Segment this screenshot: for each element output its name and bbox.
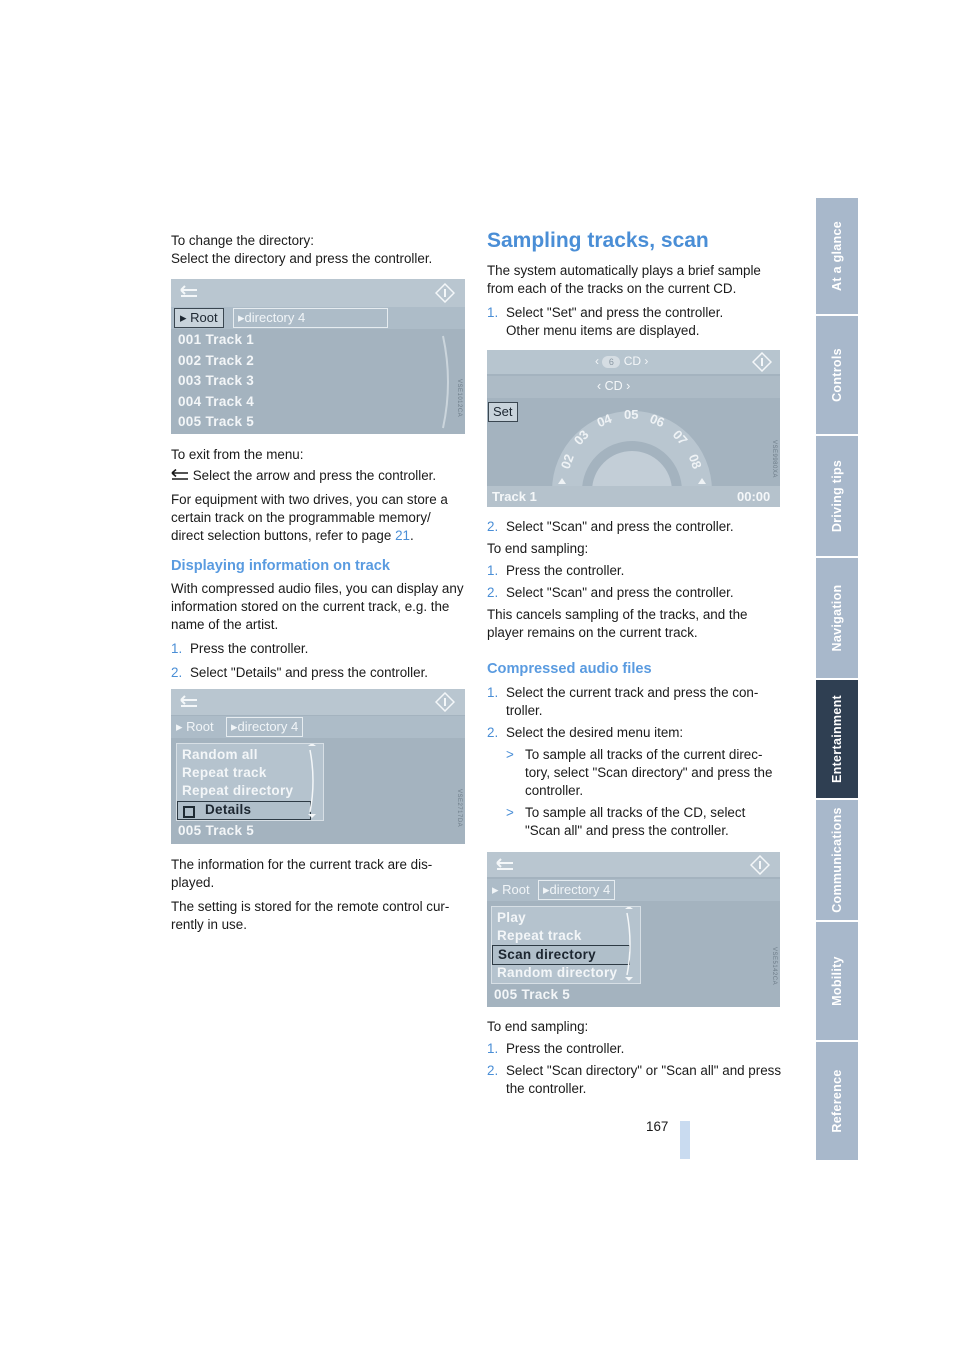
bullet-marker: > — [506, 747, 514, 762]
crumb-directory[interactable]: ▸directory 4 — [538, 880, 615, 900]
intro-text: The system automatically plays a brief sample from each of the tracks on the current CD. — [487, 263, 761, 296]
image-code: VSE5142CA — [771, 947, 777, 986]
menu-item[interactable]: Random directory — [497, 965, 618, 980]
compressed-steps — [487, 684, 783, 840]
subheading: Compressed audio files — [487, 661, 652, 677]
crumb-root-label: Root — [186, 719, 214, 734]
step-text: Select "Set" and press the controller. — [506, 305, 724, 320]
back-arrow-icon — [179, 695, 199, 709]
screen-scan-directory — [487, 852, 780, 1007]
step-num: 2. — [171, 665, 183, 680]
crumb-root[interactable]: ▸ Root — [176, 719, 214, 734]
step-text: Select the desired menu item: — [506, 725, 684, 740]
menu-item-selected[interactable] — [492, 945, 630, 965]
screen-header — [171, 689, 465, 715]
step — [487, 1062, 783, 1098]
popup-menu — [176, 743, 324, 821]
cd-label: CD — [604, 379, 623, 393]
set-button[interactable]: Set — [488, 402, 518, 422]
cd-selector[interactable]: ‹ CD › — [597, 379, 631, 393]
after-text-1: The information for the current track are dis-played. — [171, 857, 433, 890]
step — [487, 1040, 783, 1058]
menu-item-selected[interactable] — [177, 801, 311, 820]
image-code: VSE9980XA — [771, 440, 777, 478]
page-number: 167 — [646, 1119, 669, 1134]
step-text: Press the controller. — [506, 563, 625, 578]
step-num: 2. — [487, 725, 499, 740]
track-row[interactable]: 001 Track 1 — [178, 332, 255, 347]
tab-at-a-glance[interactable] — [816, 198, 858, 316]
screen-details — [171, 689, 465, 844]
crumb-root-label: Root — [502, 882, 530, 897]
section-text: With compressed audio files, you can display any information stored on the current track, e.g. the name of the artist. — [171, 581, 464, 632]
menu-scrollbar[interactable] — [305, 744, 319, 818]
bullet-text: To sample all tracks of the current direc-tory, select "Scan directory" and press the controller. — [525, 747, 773, 798]
step-text: Select "Scan" and press the controller. — [506, 519, 734, 534]
right-middle — [487, 518, 783, 642]
dial-track[interactable]: 03 — [570, 427, 592, 448]
bullet-list — [487, 746, 783, 840]
right-intro — [487, 262, 783, 340]
step-text: Select "Scan directory" or "Scan all" and press the controller. — [506, 1063, 782, 1096]
tab-label: Entertainment — [830, 695, 844, 783]
back-arrow-icon — [495, 858, 515, 872]
step-num: 1. — [487, 685, 499, 700]
tab-label: Communications — [830, 807, 844, 913]
back-arrow-icon — [179, 285, 199, 299]
menu-item[interactable]: Random all — [182, 747, 258, 762]
screen-scan-dial — [487, 350, 780, 507]
end-title: To end sampling: — [487, 541, 589, 556]
tab-driving-tips[interactable] — [816, 436, 858, 558]
equip-text: For equipment with two drives, you can store a certain track on the programmable memory/ direct selection buttons, refer to page — [171, 492, 448, 543]
page-marker — [680, 1121, 690, 1159]
section-body — [171, 580, 466, 682]
dial-track[interactable]: 05 — [624, 407, 639, 422]
controller-icon — [435, 283, 455, 303]
after-text-2: The setting is stored for the remote control cur-rently in use. — [171, 899, 450, 932]
step-text: Select "Details" and press the controller. — [190, 665, 429, 680]
dial-track[interactable]: 04 — [594, 410, 614, 431]
exit-title: To exit from the menu: — [171, 447, 304, 462]
source-selector[interactable]: ‹ 6 CD › — [595, 354, 649, 368]
equip-end: . — [409, 528, 414, 543]
exit-text: Select the arrow and press the controller. — [192, 468, 437, 483]
left-intro — [171, 232, 466, 268]
crumb-directory[interactable]: ▸directory 4 — [233, 308, 388, 328]
step-sub: Other menu items are displayed. — [506, 323, 700, 338]
tab-communications[interactable] — [816, 800, 858, 922]
step-num: 2. — [487, 1063, 499, 1078]
after-details — [171, 856, 466, 934]
step — [487, 304, 783, 340]
tab-reference[interactable] — [816, 1042, 858, 1162]
track-row[interactable]: 003 Track 3 — [178, 373, 255, 388]
tab-mobility[interactable] — [816, 922, 858, 1042]
subheader — [487, 376, 780, 398]
tab-label: At a glance — [830, 221, 844, 291]
dial-track[interactable]: 08 — [685, 452, 705, 471]
step-text: Select "Scan" and press the controller. — [506, 585, 734, 600]
cancel-text: This cancels sampling of the tracks, and the player remains on the current track. — [487, 607, 748, 640]
source-label: CD — [623, 354, 642, 368]
step-num: 1. — [487, 1041, 499, 1056]
tab-entertainment[interactable] — [816, 680, 858, 800]
dial-track[interactable]: 02 — [557, 452, 577, 471]
crumb-root[interactable]: ▸ Root — [492, 882, 530, 897]
section-heading: Displaying information on track — [171, 558, 390, 574]
section-title: Sampling tracks, scan — [487, 229, 709, 252]
step-text: Select the current track and press the con-troller. — [506, 685, 759, 718]
scroll-arc — [441, 334, 455, 430]
step-text: Press the controller. — [190, 641, 309, 656]
image-code: VSE2717DA — [456, 789, 462, 828]
crumb-root-label: Root — [190, 310, 218, 325]
current-track: 005 Track 5 — [178, 823, 255, 838]
track-label: Track 1 — [492, 489, 537, 504]
exit-block — [171, 446, 466, 545]
breadcrumb — [487, 879, 780, 901]
crumb-directory-label: directory 4 — [244, 310, 306, 325]
menu-item[interactable]: Repeat track — [182, 765, 267, 780]
time-label: 00:00 — [737, 489, 771, 504]
tab-label: Controls — [830, 348, 844, 402]
dial-track[interactable]: 06 — [647, 410, 667, 431]
track-row[interactable]: 005 Track 5 — [178, 414, 255, 429]
crumb-directory[interactable]: ▸directory 4 — [226, 717, 303, 737]
back-arrow-icon — [171, 469, 189, 481]
intro-line-2: Select the directory and press the controller. — [171, 251, 433, 266]
step-num: 2. — [487, 519, 499, 534]
screen-directory — [171, 279, 465, 434]
popup-menu — [491, 906, 641, 984]
intro-line-1: To change the directory: — [171, 233, 314, 248]
breadcrumb — [171, 307, 465, 329]
tab-label: Reference — [830, 1069, 844, 1133]
tab-controls[interactable] — [816, 316, 858, 436]
step-num: 2. — [487, 585, 499, 600]
track-row[interactable]: 002 Track 2 — [178, 353, 255, 368]
step-num: 1. — [487, 563, 499, 578]
step — [171, 640, 466, 658]
screen-header — [487, 852, 780, 877]
step — [487, 684, 783, 720]
controller-icon — [435, 692, 455, 712]
step — [487, 584, 783, 602]
tab-navigation[interactable] — [816, 558, 858, 680]
status-bar — [487, 486, 780, 507]
current-track: 005 Track 5 — [494, 987, 571, 1002]
menu-item[interactable]: Repeat directory — [182, 783, 294, 798]
bullet-item — [506, 804, 783, 840]
tab-label: Navigation — [830, 584, 844, 652]
controller-icon — [750, 855, 770, 875]
menu-item-label: Scan directory — [498, 947, 596, 962]
controller-icon — [752, 352, 772, 372]
checkbox-icon[interactable] — [183, 806, 195, 818]
step — [487, 724, 783, 742]
bullet-item — [506, 746, 783, 800]
end2-block — [487, 1018, 783, 1098]
menu-item[interactable]: Repeat track — [497, 928, 582, 943]
crumb-directory-label: directory 4 — [549, 882, 611, 897]
step-num: 1. — [487, 305, 499, 320]
crumb-directory-label: directory 4 — [237, 719, 299, 734]
disc-number: 6 — [602, 356, 620, 368]
menu-scrollbar[interactable] — [622, 907, 636, 981]
dial-track[interactable]: 07 — [669, 427, 691, 448]
step — [171, 664, 466, 682]
screen-header — [487, 350, 780, 374]
image-code: VSE1012CA — [456, 379, 462, 418]
menu-item[interactable]: Play — [497, 910, 526, 925]
bullet-text: To sample all tracks of the CD, select "Scan all" and press the controller. — [525, 805, 746, 838]
step — [487, 518, 783, 536]
end-title: To end sampling: — [487, 1019, 589, 1034]
tab-label: Driving tips — [830, 459, 844, 533]
step-num: 1. — [171, 641, 183, 656]
menu-item-label: Details — [205, 802, 252, 817]
tab-label: Mobility — [830, 956, 844, 1006]
breadcrumb — [171, 716, 465, 738]
sidebar-tabs — [816, 198, 858, 1160]
crumb-root-selected[interactable]: ▸ Root — [174, 308, 224, 328]
screen-header — [171, 279, 465, 307]
step — [487, 562, 783, 580]
step-text: Press the controller. — [506, 1041, 625, 1056]
bullet-marker: > — [506, 805, 514, 820]
page-link[interactable]: 21 — [395, 528, 410, 543]
track-row[interactable]: 004 Track 4 — [178, 394, 255, 409]
